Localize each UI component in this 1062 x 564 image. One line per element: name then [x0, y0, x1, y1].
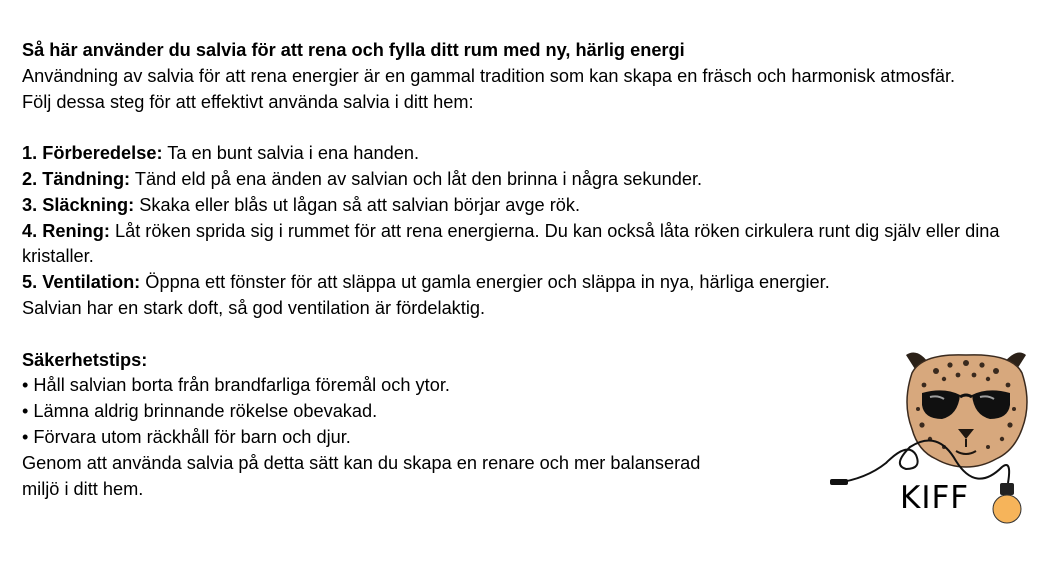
- light-bulb-icon: [993, 495, 1021, 523]
- step-label: 5. Ventilation:: [22, 272, 141, 293]
- step-text: Tänd eld på ena änden av salvian och låt den brinna i några sekunder.: [130, 168, 703, 189]
- safety-heading: Säkerhetstips:: [22, 349, 148, 370]
- step-label: 2. Tändning:: [22, 168, 131, 189]
- paragraph-gap: [22, 115, 1052, 141]
- plug-icon: [830, 479, 848, 485]
- safety-tip: • Lämna aldrig brinnande rökelse obevakad.: [22, 401, 378, 422]
- step-label: 4. Rening:: [22, 220, 110, 241]
- step-3: [22, 193, 1052, 219]
- intro-line-1: Användning av salvia för att rena energier är en gammal tradition som kan skapa en fräsch och harmonisk atmosfär.: [22, 65, 956, 86]
- step-1: [22, 141, 1052, 167]
- intro-line-2: Följ dessa steg för att effektivt använda salvia i ditt hem:: [22, 91, 474, 112]
- ventilation-note: Salvian har en stark doft, så god ventilation är fördelaktig.: [22, 297, 486, 318]
- step-label: 1. Förberedelse:: [22, 143, 163, 164]
- closing-line-2: miljö i ditt hem.: [22, 478, 144, 499]
- safety-tip: • Håll salvian borta från brandfarliga föremål och ytor.: [22, 375, 450, 396]
- step-label: 3. Släckning:: [22, 194, 135, 215]
- bulb-socket: [1000, 483, 1014, 495]
- document-title: Så här använder du salvia för att rena och fylla ditt rum med ny, härlig energi: [22, 40, 685, 60]
- closing-line-1: Genom att använda salvia på detta sätt kan du skapa en renare och mer balanserad: [22, 452, 701, 473]
- step-2: [22, 167, 1052, 193]
- step-4: [22, 219, 1052, 271]
- step-text: Öppna ett fönster för att släppa ut gamla energier och släppa in nya, härliga energier.: [140, 272, 830, 293]
- step-text: Ta en bunt salvia i ena handen.: [162, 143, 420, 164]
- step-5: [22, 270, 1052, 296]
- step-text: Skaka eller blås ut lågan så att salvian börjar avge rök.: [134, 194, 581, 215]
- step-text: Låt röken sprida sig i rummet för att rena energierna. Du kan också låta röken cirkulera runt dig själv eller dina kristaller.: [22, 220, 1000, 267]
- safety-tip: • Förvara utom räckhåll för barn och djur.: [22, 426, 351, 447]
- brand-name: KIFF: [900, 480, 970, 516]
